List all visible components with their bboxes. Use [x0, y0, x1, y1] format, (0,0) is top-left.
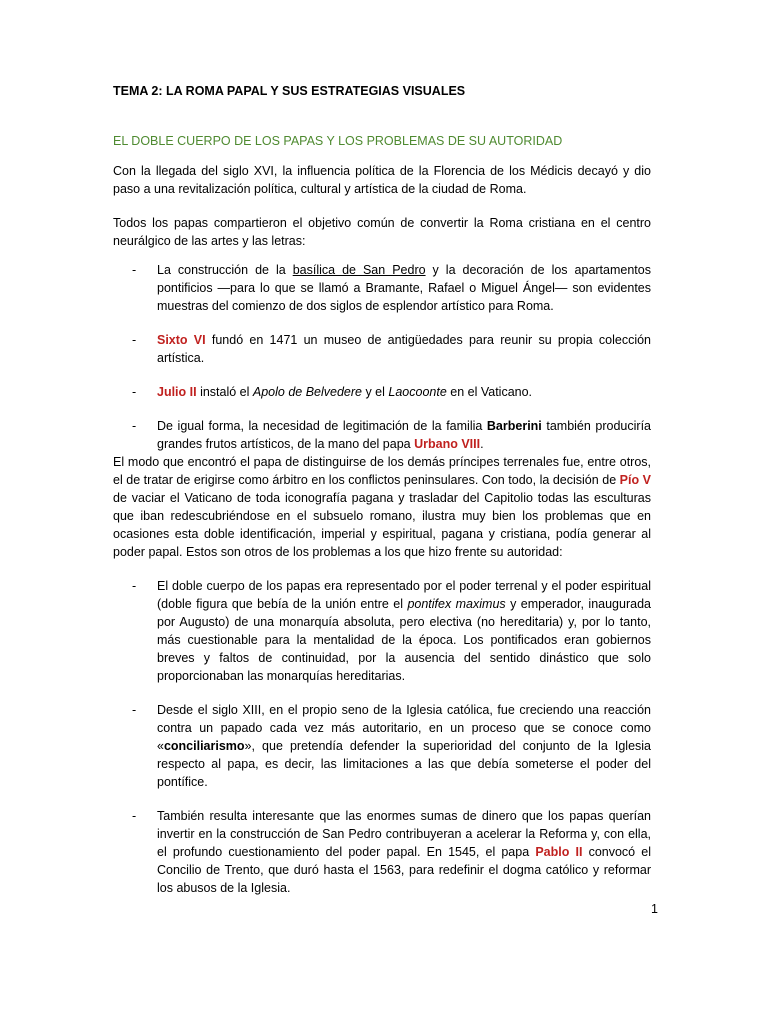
pope-name: Sixto VI	[157, 333, 206, 347]
pope-name: Pablo II	[535, 845, 583, 859]
list-dash: -	[132, 703, 137, 717]
artwork-title: Laocoonte	[388, 385, 447, 399]
list-dash: -	[132, 809, 137, 823]
family-name: Barberini	[486, 419, 542, 433]
list-item: - Desde el siglo XIII, en el propio seno de la Iglesia católica, fue creciendo una reacción contra un papado cada vez más autoritario, en un proceso que se conoce como «conciliarismo», que pretendía defender la superioridad del conjunto de la Iglesia respecto al papa, es decir, las limitaciones a las que debía someterse el poder del pontífice.	[132, 703, 651, 789]
section-heading: EL DOBLE CUERPO DE LOS PAPAS Y LOS PROBLEMAS DE SU AUTORIDAD	[113, 134, 563, 148]
list-item: - El doble cuerpo de los papas era representado por el poder terrenal y el poder espiritual (doble figura que bebía de la unión entre el pontifex maximus y emperador, inaugurada por Augusto) de una monarquía absoluta, pero electiva (no hereditaria) y, por lo tanto, más cuestionable para la mentalidad de la época. Los pontificados eran gobiernos breves y faltos de continuidad, por la ausencia del sentido dinástico que solo proporcionaban las monarquías hereditarias.	[132, 579, 651, 683]
list-authority-problems	[113, 577, 651, 897]
pope-name: Julio II	[157, 385, 197, 399]
list-dash: -	[132, 333, 137, 347]
page-number: 1	[651, 902, 658, 916]
paragraph-authority-problems: El modo que encontró el papa de distinguirse de los demás príncipes terrenales fue, entre otros, el de tratar de erigirse como árbitro en los conflictos peninsulares. Con todo, la decisión de Pío V de vaciar el Vaticano de toda iconografía pagana y trasladar del Capitolio todas las esculturas que iban redescubriéndose en el subsuelo romano, ilustra muy bien los problemas que en ocasiones esta doble identificación, imperial y espiritual, pagana y cristiana, podía generar al poder papal. Estos son otros de los problemas a los que hizo frente su autoridad:	[113, 455, 651, 559]
list-dash: -	[132, 419, 137, 433]
list-item: - Sixto VI fundó en 1471 un museo de antigüedades para reunir su propia colección artística.	[132, 333, 651, 365]
paragraph-objective: Todos los papas compartieron el objetivo común de convertir la Roma cristiana en el centro neurálgico de las artes y las letras:	[113, 216, 651, 248]
document-title: TEMA 2: LA ROMA PAPAL Y SUS ESTRATEGIAS VISUALES	[113, 84, 466, 98]
artwork-title: Apolo de Belvedere	[252, 385, 362, 399]
list-item: - También resulta interesante que las enormes sumas de dinero que los papas querían invertir en la construcción de San Pedro contribuyeran a acelerar la Reforma y, con ella, el profundo cuestionamiento del poder papal. En 1545, el papa Pablo II convocó el Concilio de Trento, que duró hasta el 1563, para redefinir el dogma católico y reformar los abusos de la Iglesia.	[132, 809, 652, 895]
paragraph-intro: Con la llegada del siglo XVI, la influencia política de la Florencia de los Médicis decayó y dio paso a una revitalización política, cultural y artística de la ciudad de Roma.	[113, 164, 651, 196]
list-artistic-achievements	[113, 261, 651, 453]
pope-name: Pío V	[619, 473, 651, 487]
pope-name: Urbano VIII	[414, 437, 481, 451]
list-item: - La construcción de la basílica de San Pedro y la decoración de los apartamentos pontificios —para lo que se llamó a Bramante, Rafael o Miguel Ángel— son evidentes muestras del comienzo de dos siglos de esplendor artístico para Roma.	[132, 263, 651, 313]
list-item: - Julio II instaló el Apolo de Belvedere y el Laocoonte en el Vaticano.	[132, 385, 533, 399]
list-dash: -	[132, 579, 137, 593]
list-dash: -	[132, 385, 137, 399]
key-term: conciliarismo	[163, 739, 245, 753]
list-item: - De igual forma, la necesidad de legitimación de la familia Barberini también produciría grandes frutos artísticos, de la mano del papa Urbano VIII.	[132, 419, 651, 451]
list-dash: -	[132, 263, 137, 277]
basilica-link-text: basílica de San Pedro	[292, 263, 426, 277]
latin-term: pontifex maximus	[407, 597, 506, 611]
